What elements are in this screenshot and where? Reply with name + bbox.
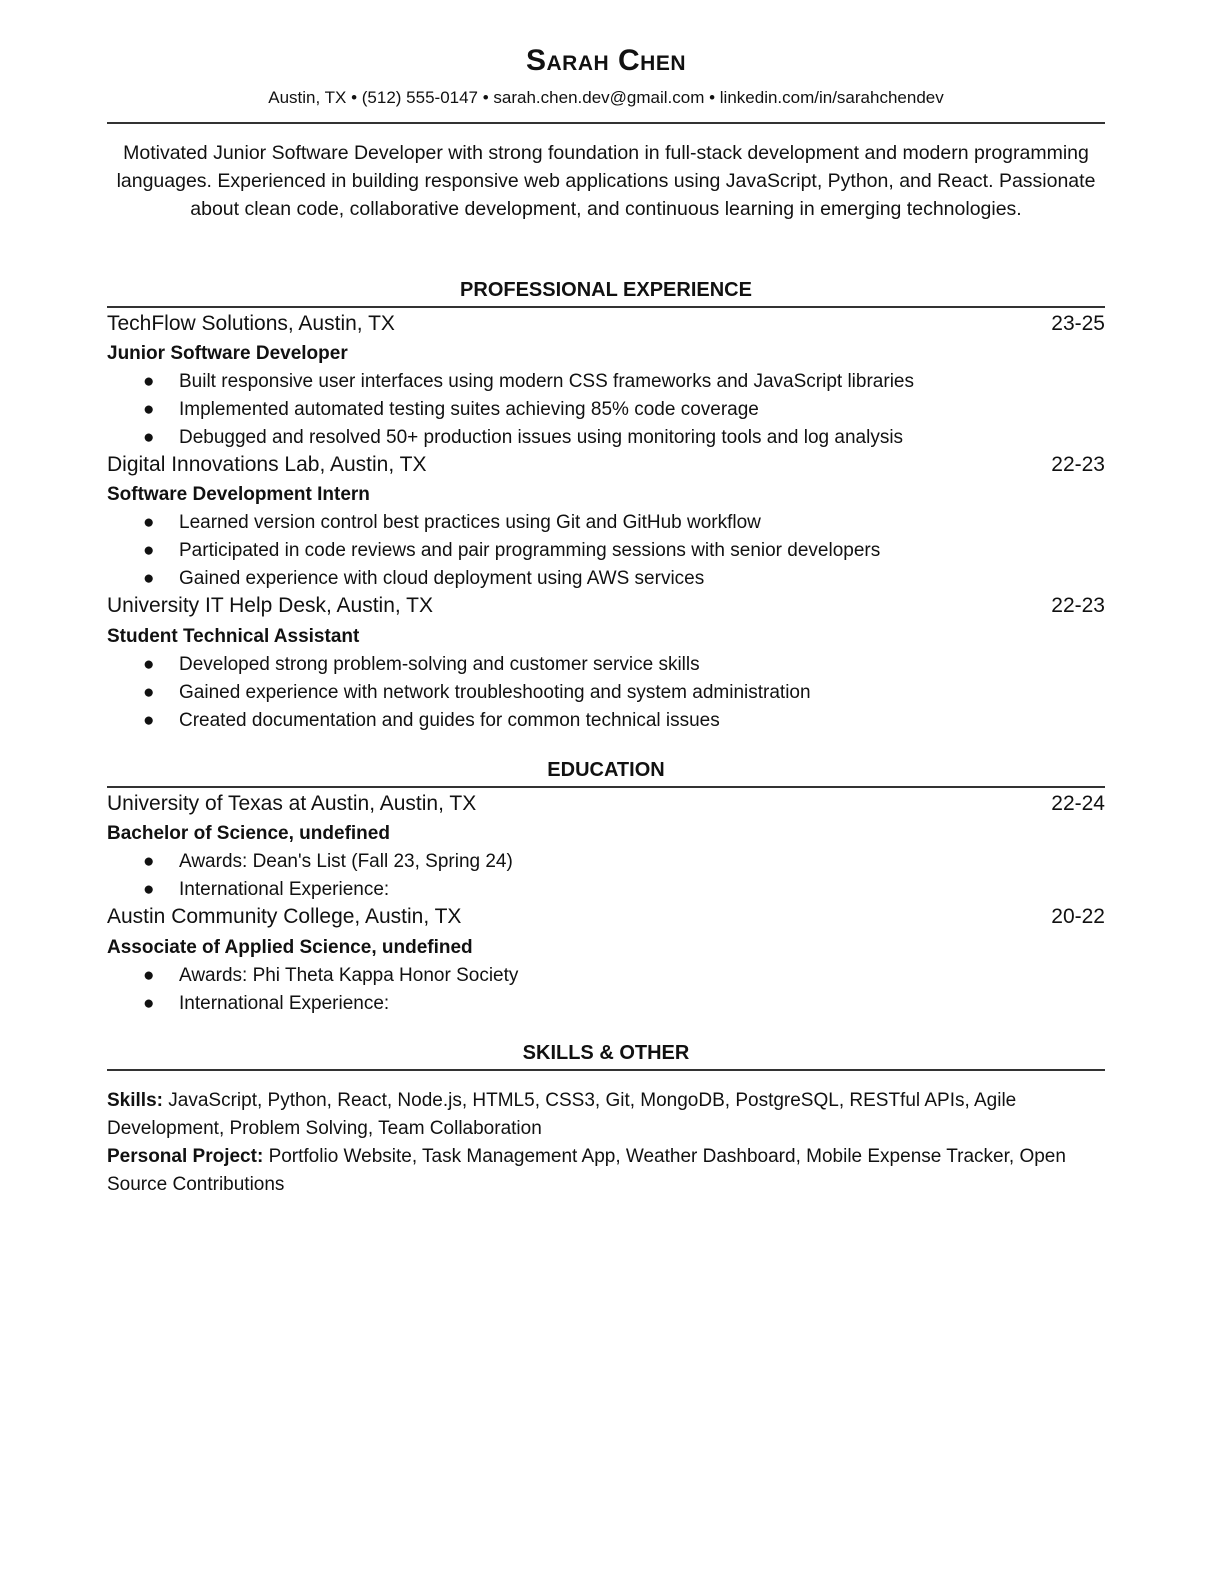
date-range: 22-23 [1051, 453, 1105, 476]
date-range: 22-23 [1051, 594, 1105, 617]
bullet-icon: ● [143, 427, 155, 448]
list-item: ● Debugged and resolved 50+ production issues using monitoring tools and log analysis [143, 427, 904, 448]
section-divider-education [107, 786, 1105, 788]
organization: TechFlow Solutions, Austin, TX [107, 312, 395, 335]
contact-line: Austin, TX • (512) 555-0147 • sarah.chen.dev@gmail.com • linkedin.com/in/sarahchendev [268, 88, 944, 107]
education-entry-header [107, 792, 1105, 820]
bullet-icon: ● [143, 682, 155, 703]
list-item: ● Built responsive user interfaces using modern CSS frameworks and JavaScript libraries [143, 371, 914, 392]
candidate-name: Sarah Chen [525, 44, 686, 77]
date-range: 20-22 [1051, 905, 1105, 928]
section-title-education: EDUCATION [547, 759, 665, 781]
list-item: ● International Experience: [143, 993, 390, 1014]
list-item: ● Gained experience with cloud deployment using AWS services [143, 568, 705, 589]
bullet-icon: ● [143, 512, 155, 533]
job-title: Student Technical Assistant [107, 626, 360, 647]
degree: Associate of Applied Science, undefined [107, 937, 473, 958]
bullet-icon: ● [143, 993, 155, 1014]
skills-label: Skills: [107, 1090, 163, 1111]
section-divider-experience [107, 306, 1105, 308]
list-item: ● Awards: Dean's List (Fall 23, Spring 24) [143, 851, 513, 872]
summary-paragraph: Motivated Junior Software Developer with strong foundation in full-stack development and modern programming languages. Experienced in building responsive web applications using JavaScript, Python, and React. Passionate about clean code, collaborative development, and continuous learning in emerging technologies. [116, 142, 1096, 220]
job-title: Junior Software Developer [107, 343, 348, 364]
bullet-icon: ● [143, 540, 155, 561]
organization: University IT Help Desk, Austin, TX [107, 594, 434, 617]
list-item: ● Learned version control best practices using Git and GitHub workflow [143, 512, 761, 533]
list-item: ● Developed strong problem-solving and customer service skills [143, 654, 700, 675]
institution: Austin Community College, Austin, TX [107, 905, 462, 928]
bullet-icon: ● [143, 654, 155, 675]
skills-paragraph [107, 1087, 1097, 1143]
projects-paragraph [107, 1143, 1097, 1199]
organization: Digital Innovations Lab, Austin, TX [107, 453, 427, 476]
date-range: 23-25 [1051, 312, 1105, 335]
experience-entry-header [107, 594, 1105, 622]
list-item: ● International Experience: [143, 879, 390, 900]
date-range: 22-24 [1051, 792, 1105, 815]
section-title-experience: PROFESSIONAL EXPERIENCE [460, 279, 752, 301]
header-divider [107, 122, 1105, 124]
bullet-icon: ● [143, 710, 155, 731]
section-divider-skills [107, 1069, 1105, 1071]
projects-label: Personal Project: [107, 1146, 264, 1167]
list-item: ● Created documentation and guides for common technical issues [143, 710, 720, 731]
degree: Bachelor of Science, undefined [107, 823, 390, 844]
bullet-icon: ● [143, 879, 155, 900]
skills-value: JavaScript, Python, React, Node.js, HTML5, CSS3, Git, MongoDB, PostgreSQL, RESTful APIs, Agile Development, Problem Solving, Team Collaboration [107, 1090, 1017, 1139]
bullet-icon: ● [143, 371, 155, 392]
list-item: ● Implemented automated testing suites achieving 85% code coverage [143, 399, 759, 420]
bullet-icon: ● [143, 399, 155, 420]
projects-value: Portfolio Website, Task Management App, Weather Dashboard, Mobile Expense Tracker, Open Source Contributions [107, 1146, 1066, 1195]
bullet-icon: ● [143, 851, 155, 872]
bullet-icon: ● [143, 965, 155, 986]
institution: University of Texas at Austin, Austin, TX [107, 792, 477, 815]
education-entry-header [107, 905, 1105, 933]
list-item: ● Awards: Phi Theta Kappa Honor Society [143, 965, 519, 986]
experience-entry-header [107, 312, 1105, 340]
list-item: ● Gained experience with network troubleshooting and system administration [143, 682, 811, 703]
job-title: Software Development Intern [107, 484, 370, 505]
experience-entry-header [107, 453, 1105, 481]
bullet-icon: ● [143, 568, 155, 589]
list-item: ● Participated in code reviews and pair programming sessions with senior developers [143, 540, 881, 561]
section-title-skills: SKILLS & OTHER [522, 1042, 690, 1064]
